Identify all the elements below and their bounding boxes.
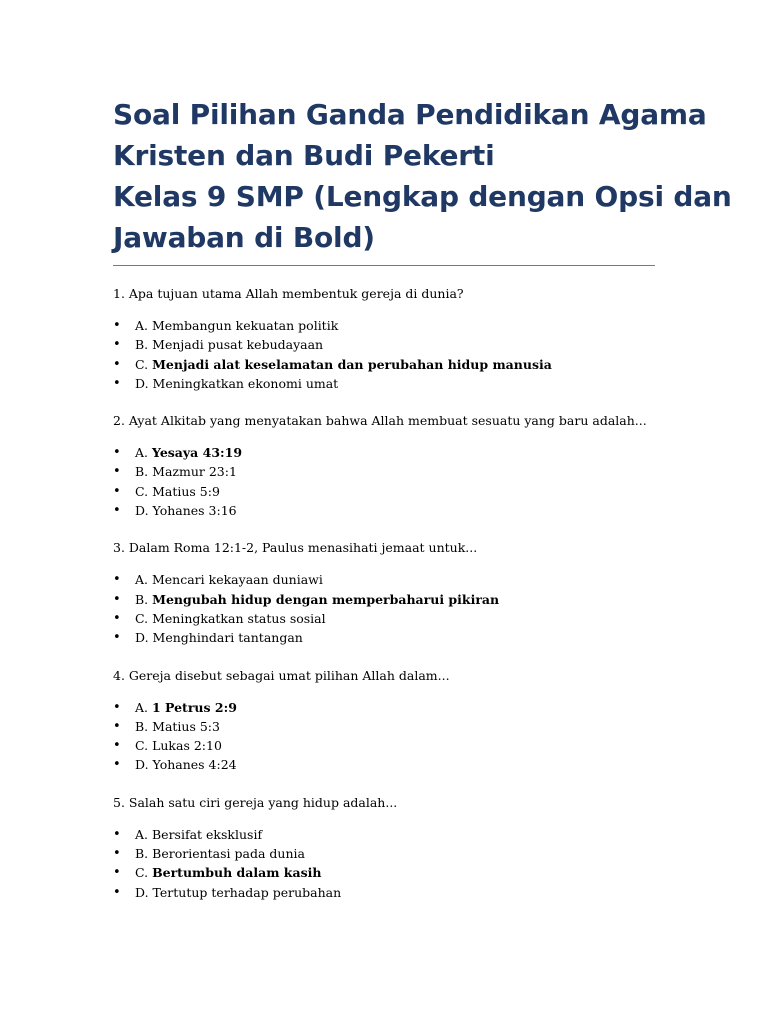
bullet-icon: • <box>113 718 121 734</box>
option-item <box>113 374 655 393</box>
option-text: Meningkatkan ekonomi umat <box>152 375 339 391</box>
answer-text: 1 Petrus 2:9 <box>151 699 237 715</box>
answer-text: Menjadi alat keselamatan dan perubahan hidup manusia <box>152 356 552 372</box>
question-text: 1. Apa tujuan utama Allah membentuk gereja di dunia? <box>113 286 464 301</box>
option-item <box>113 736 655 755</box>
option-letter: C. <box>135 865 153 881</box>
question-block <box>113 285 655 393</box>
option-letter: A. <box>135 699 152 715</box>
option-list <box>113 316 655 393</box>
bullet-icon: • <box>113 375 121 391</box>
bullet-icon: • <box>113 464 121 480</box>
bullet-icon: • <box>113 318 121 333</box>
bullet-icon: • <box>113 591 121 607</box>
answer-text: Yesaya 43:19 <box>151 445 243 461</box>
option-item <box>113 482 655 501</box>
option-text: Berorientasi pada dunia <box>152 846 305 862</box>
option-item <box>113 462 655 481</box>
option-letter: D. <box>135 375 153 391</box>
option-item-answer <box>113 698 655 717</box>
option-letter: D. <box>135 884 153 900</box>
bullet-icon: • <box>113 572 121 588</box>
option-list <box>113 443 655 520</box>
option-letter: A. <box>135 572 152 588</box>
title-line: Kelas 9 SMP (Lengkap dengan Opsi dan <box>113 180 732 213</box>
option-letter: B. <box>135 591 153 607</box>
question-block <box>113 412 655 520</box>
bullet-icon: • <box>113 738 121 754</box>
question-block <box>113 539 655 647</box>
bullet-icon: • <box>113 884 121 900</box>
question-text: 4. Gereja disebut sebagai umat pilihan Allah dalam... <box>113 667 450 683</box>
option-text: Menghindari tantangan <box>152 630 303 646</box>
option-item-answer <box>113 355 655 374</box>
bullet-icon: • <box>113 699 121 715</box>
bullet-icon: • <box>113 630 121 646</box>
option-item <box>113 609 655 628</box>
option-letter: B. <box>135 337 153 353</box>
bullet-icon: • <box>113 503 121 519</box>
option-item <box>113 628 655 647</box>
option-text: Mazmur 23:1 <box>152 464 237 480</box>
option-text: Matius 5:3 <box>152 718 220 734</box>
answer-text: Mengubah hidup dengan memperbaharui pikiran <box>152 591 500 607</box>
option-letter: C. <box>135 738 153 754</box>
option-letter: B. <box>135 464 153 480</box>
option-letter: A. <box>135 826 152 842</box>
document-page <box>113 94 732 902</box>
bullet-icon: • <box>113 826 121 842</box>
bullet-icon: • <box>113 356 121 372</box>
bullet-icon: • <box>113 610 121 626</box>
document-title <box>113 94 732 266</box>
title-line: Kristen dan Budi Pekerti <box>113 139 495 172</box>
question-list <box>113 285 655 902</box>
option-letter: C. <box>135 356 153 372</box>
option-text: Tertutup terhadap perubahan <box>152 884 342 900</box>
answer-text: Bertumbuh dalam kasih <box>152 865 322 881</box>
option-list <box>113 570 655 647</box>
option-list <box>113 698 655 775</box>
bullet-icon: • <box>113 865 121 881</box>
option-item <box>113 570 655 589</box>
option-letter: A. <box>135 445 152 461</box>
bullet-icon: • <box>113 757 121 773</box>
option-item <box>113 335 655 354</box>
bullet-icon: • <box>113 445 121 461</box>
option-text: Membangun kekuatan politik <box>151 318 339 333</box>
option-item-answer <box>113 443 655 462</box>
option-text: Mencari kekayaan duniawi <box>151 572 323 588</box>
option-item <box>113 883 655 902</box>
title-line: Soal Pilihan Ganda Pendidikan Agama <box>113 98 707 131</box>
option-item <box>113 316 655 335</box>
question-text: 5. Salah satu ciri gereja yang hidup adalah... <box>113 794 398 810</box>
question-text: 3. Dalam Roma 12:1-2, Paulus menasihati jemaat untuk... <box>113 540 478 556</box>
option-letter: D. <box>135 630 153 646</box>
option-letter: C. <box>135 483 153 499</box>
option-letter: B. <box>135 846 153 862</box>
option-item <box>113 717 655 736</box>
option-text: Lukas 2:10 <box>152 738 222 754</box>
option-item <box>113 501 655 520</box>
option-letter: B. <box>135 718 153 734</box>
question-block <box>113 794 655 902</box>
question-block <box>113 667 655 775</box>
option-text: Yohanes 3:16 <box>152 503 237 519</box>
option-item-answer <box>113 863 655 882</box>
option-text: Bersifat eksklusif <box>151 826 263 842</box>
option-letter: D. <box>135 757 153 773</box>
option-text: Meningkatkan status sosial <box>152 610 326 626</box>
option-text: Yohanes 4:24 <box>152 757 237 773</box>
option-text: Menjadi pusat kebudayaan <box>152 337 324 353</box>
option-item <box>113 755 655 774</box>
option-letter: A. <box>135 318 152 333</box>
option-item-answer <box>113 590 655 609</box>
option-item <box>113 825 655 844</box>
question-text: 2. Ayat Alkitab yang menyatakan bahwa Allah membuat sesuatu yang baru adalah... <box>113 413 647 429</box>
bullet-icon: • <box>113 337 121 353</box>
option-text: Matius 5:9 <box>152 483 220 499</box>
option-letter: C. <box>135 610 153 626</box>
title-line: Jawaban di Bold) <box>113 221 375 254</box>
option-letter: D. <box>135 503 153 519</box>
option-list <box>113 825 655 902</box>
bullet-icon: • <box>113 483 121 499</box>
bullet-icon: • <box>113 846 121 862</box>
option-item <box>113 844 655 863</box>
